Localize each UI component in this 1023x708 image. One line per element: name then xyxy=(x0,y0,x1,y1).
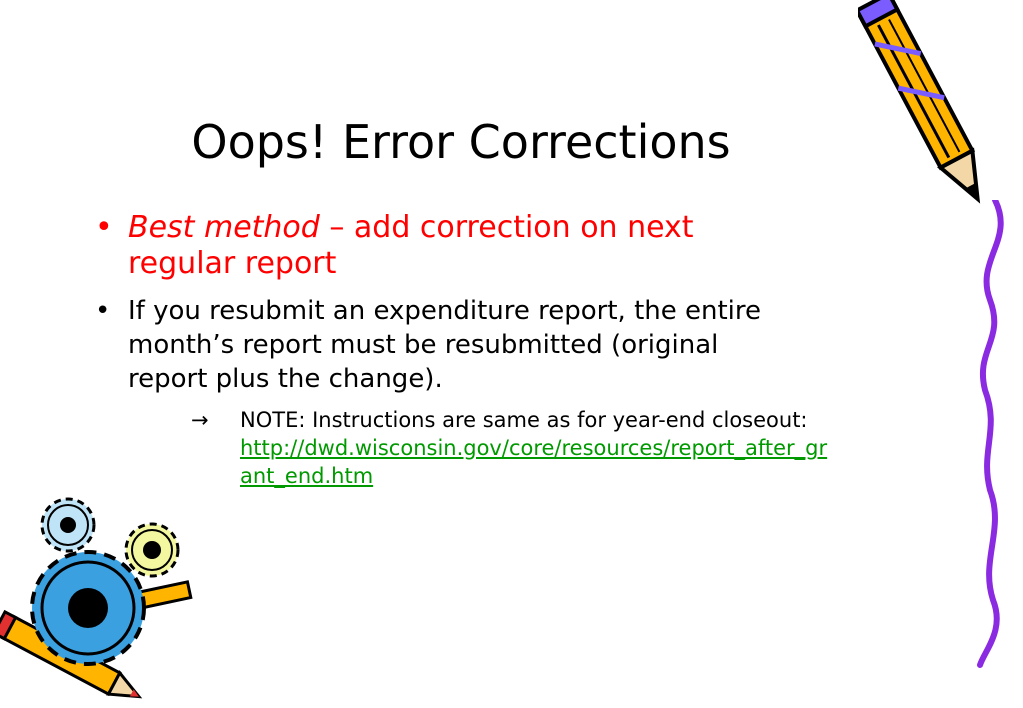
bullet-item-resubmit xyxy=(95,294,788,396)
bullet-marker: • xyxy=(95,296,111,326)
bullet-text: If you resubmit an expenditure report, the entire month’s report must be resubmitted (original report plus the change). xyxy=(128,296,762,394)
squiggle-line-icon xyxy=(965,200,1020,670)
sub-bullet-note xyxy=(191,406,831,490)
bullet-marker: • xyxy=(95,210,113,245)
bullet-emphasis: Best method xyxy=(128,210,320,245)
bullet-list xyxy=(95,210,795,396)
bullet-text: – add correction on next regular report xyxy=(128,210,694,281)
note-text: NOTE: Instructions are same as for year-end closeout: xyxy=(240,408,808,432)
closeout-link[interactable]: http://dwd.wisconsin.gov/core/resources/report_after_grant_end.htm xyxy=(240,436,828,488)
pencil-icon xyxy=(858,0,1008,230)
gears-icon xyxy=(0,490,210,705)
arrow-icon: → xyxy=(191,408,209,432)
slide-title: Oops! Error Corrections xyxy=(191,115,731,169)
bullet-item-best-method xyxy=(95,210,795,282)
